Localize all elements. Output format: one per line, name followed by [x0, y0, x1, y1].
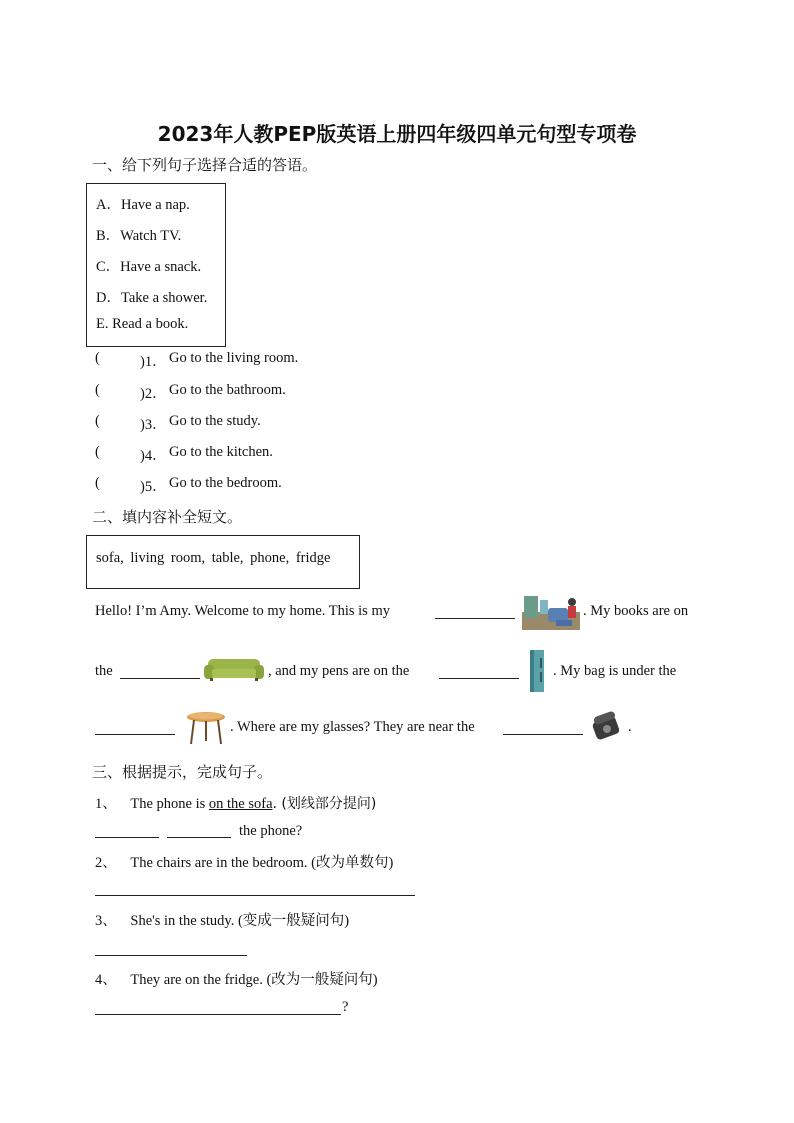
- question-text: Go to the study.: [169, 413, 261, 429]
- passage-line-1-text: Hello! I’m Amy. Welcome to my home. This is my: [95, 603, 390, 619]
- answer-paren-open: (: [95, 382, 100, 398]
- answer-tail-1: the phone?: [239, 823, 303, 839]
- option-d: D．Take a shower.: [96, 290, 208, 306]
- underlined-phrase: on the sofa: [208, 796, 273, 812]
- answer-line-2[interactable]: [95, 895, 415, 896]
- option-a: A．Have a nap.: [96, 197, 190, 213]
- item-text: She's in the study. (变成一般疑问句): [130, 913, 350, 929]
- fridge-picture: [528, 650, 546, 692]
- item-4: [95, 968, 378, 989]
- item-text: They are on the fridge. (改为一般疑问句): [130, 972, 378, 988]
- sofa-picture: [204, 657, 264, 681]
- answer-paren-open: (: [95, 413, 100, 429]
- passage-line-1-end: . My books are on: [583, 603, 689, 619]
- item-number: 3、: [95, 913, 117, 929]
- section-3-heading: 三、根据提示，完成句子。: [92, 763, 273, 781]
- answer-line-3[interactable]: [95, 955, 247, 956]
- word-bank: sofa, living room, table, phone, fridge: [96, 550, 331, 566]
- question-text: Go to the kitchen.: [169, 444, 273, 460]
- item-text: The chairs are in the bedroom. (改为单数句): [130, 855, 394, 871]
- table-picture: [186, 711, 226, 745]
- passage-line-2-end: . My bag is under the: [553, 663, 677, 679]
- item-text-pre: The phone is: [130, 796, 209, 812]
- phone-picture: [591, 711, 621, 741]
- passage-line-3-text: . Where are my glasses? They are near the: [230, 719, 475, 735]
- page-title: 2023年人教PEP版英语上册四年级四单元句型专项卷: [157, 122, 637, 146]
- answer-paren-open: (: [95, 444, 100, 460]
- section-2-heading: 二、填内容补全短文。: [92, 508, 243, 526]
- passage-line-3-end: .: [628, 719, 632, 735]
- item-2: [95, 851, 393, 872]
- answer-paren-open: (: [95, 350, 100, 366]
- question-text: Go to the bedroom.: [169, 475, 282, 491]
- question-text: Go to the living room.: [169, 350, 299, 366]
- answer-paren-close[interactable]: )3．: [140, 417, 167, 433]
- word-bank-box: [86, 535, 360, 589]
- answer-paren-close[interactable]: )4．: [140, 448, 167, 464]
- answer-paren-close[interactable]: )1．: [140, 354, 167, 370]
- passage-line-2-start: the: [95, 663, 113, 679]
- answer-blank-1a[interactable]: [95, 837, 159, 838]
- question-text: Go to the bathroom.: [169, 382, 286, 398]
- answer-tail-4: ?: [342, 999, 349, 1015]
- section-1-heading: 一、给下列句子选择合适的答语。: [92, 156, 318, 174]
- blank-5[interactable]: [503, 734, 583, 735]
- blank-1[interactable]: [435, 618, 515, 619]
- item-number: 1、: [95, 796, 117, 812]
- item-3: [95, 909, 349, 930]
- option-b: B．Watch TV.: [96, 228, 182, 244]
- answer-line-4[interactable]: [95, 1014, 341, 1015]
- living-room-picture: [522, 594, 580, 630]
- answer-paren-open: (: [95, 475, 100, 491]
- options-box: [86, 183, 226, 347]
- item-text-post: . (划线部分提问): [272, 796, 377, 812]
- blank-4[interactable]: [95, 734, 175, 735]
- item-1: [95, 792, 376, 813]
- answer-paren-close[interactable]: )5．: [140, 479, 167, 495]
- passage-line-2-mid: , and my pens are on the: [268, 663, 410, 679]
- answer-paren-close[interactable]: )2．: [140, 386, 167, 402]
- item-number: 4、: [95, 972, 117, 988]
- blank-3[interactable]: [439, 678, 519, 679]
- option-c: C．Have a snack.: [96, 259, 202, 275]
- item-number: 2、: [95, 855, 117, 871]
- option-e: E. Read a book.: [96, 316, 189, 332]
- answer-blank-1b[interactable]: [167, 837, 231, 838]
- blank-2[interactable]: [120, 678, 200, 679]
